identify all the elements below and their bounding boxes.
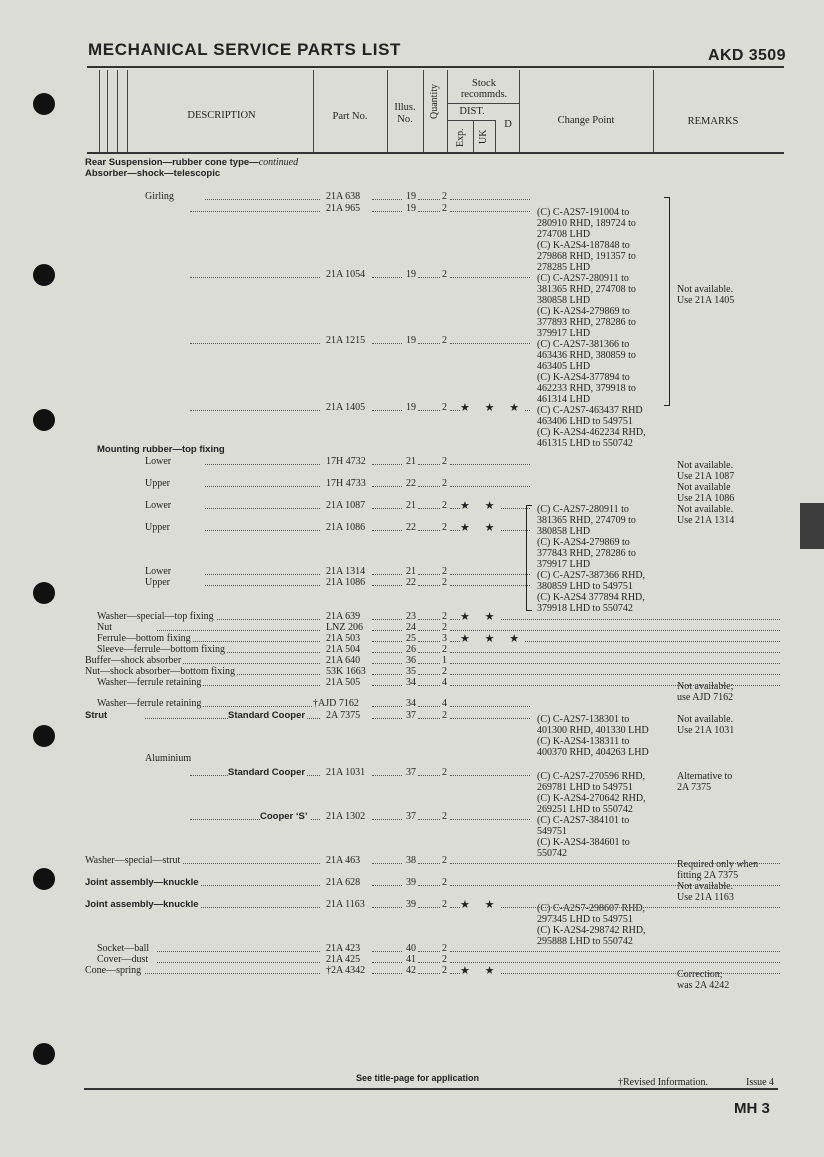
illus-number: 39 [406,899,416,910]
illus-number: 37 [406,710,416,721]
col-remarks: REMARKS [687,116,739,127]
quantity: 2 [442,402,447,413]
table-row [0,335,824,347]
quantity: 2 [442,644,447,655]
part-number: †AJD 7162 [313,698,359,709]
punch-hole [33,725,55,747]
quantity: 2 [442,500,447,511]
illus-number: 19 [406,203,416,214]
part-number: 21A 1302 [326,811,366,822]
quantity: 2 [442,611,447,622]
change-point: (C) C-A2S7-138301 to 401300 RHD, 401330 LHD (C) K-A2S4-138311 to 400370 RHD, 404263 LHD [537,714,649,758]
part-description: Sleeve—ferrule—bottom fixing [97,644,226,655]
continued-label: continued [258,157,299,168]
part-number: 21A 463 [326,855,361,866]
part-description: Upper [145,478,170,489]
part-description: Cover—dust [97,954,149,965]
document-code: AKD 3509 [708,47,786,64]
issue-note: Issue 4 [746,1077,775,1088]
subsection-heading: Absorber—shock—telescopic [85,168,221,179]
stock-stars: ★ ★ ★ [460,633,526,645]
punch-hole [33,1043,55,1065]
quantity: 2 [442,522,447,533]
header-rule [87,66,784,68]
illus-number: 39 [406,877,416,888]
stock-stars: ★ ★ [460,965,501,977]
part-description: Girling [145,191,174,202]
illus-number: 34 [406,698,416,709]
quantity: 4 [442,677,447,688]
illus-number: 24 [406,622,416,633]
quantity: 2 [442,899,447,910]
mounting-heading: Mounting rubber—top fixing [97,444,225,455]
change-point: (C) C-A2S7-381366 to 463436 RHD, 380859 to 463405 LHD (C) K-A2S4-377894 to 462233 RHD, 379918 to 461314 LHD [537,339,636,405]
part-description: Lower [145,500,172,511]
punch-hole [33,93,55,115]
part-number: 21A 504 [326,644,361,655]
part-number: 17H 4732 [326,456,366,467]
part-description: Washer—special—top fixing [97,611,214,622]
stock-stars: ★ ★ ★ [460,402,526,414]
part-description: Upper [145,522,170,533]
part-number: †2A 4342 [326,965,366,976]
illus-number: 41 [406,954,416,965]
illus-number: 25 [406,633,416,644]
table-row [0,203,824,215]
part-description: Upper [145,577,170,588]
part-description: Washer—ferrule retaining [97,698,202,709]
table-row [0,269,824,281]
remark: Alternative to 2A 7375 [677,771,733,793]
stock-stars: ★ ★ [460,522,501,534]
remark: Not available. Use 21A 1405 [677,284,735,306]
illus-number: 19 [406,402,416,413]
table-row [0,577,824,589]
illus-number: 42 [406,965,416,976]
page-title: MECHANICAL SERVICE PARTS LIST [88,40,402,59]
illus-number: 35 [406,666,416,677]
part-number: LNZ 206 [326,622,363,633]
part-number: 53K 1663 [326,666,366,677]
part-number: 21A 1405 [326,402,366,413]
quantity: 2 [442,478,447,489]
page-number: MH 3 [734,1100,770,1117]
illus-number: 38 [406,855,416,866]
illus-number: 21 [406,456,416,467]
part-number: 21A 965 [326,203,361,214]
col-dist: DIST. [459,106,485,117]
illus-number: 22 [406,478,416,489]
remark: Not available Use 21A 1086 [677,482,735,504]
col-quantity: Quantity [429,84,440,119]
part-variant: Standard Cooper [228,767,306,778]
part-description: Lower [145,566,172,577]
stock-stars: ★ ★ [460,500,501,512]
part-number: 21A 423 [326,943,361,954]
quantity: 2 [442,811,447,822]
part-description: Buffer—shock absorber [85,655,182,666]
part-number: 21A 425 [326,954,361,965]
remark: Not available. Use 21A 1031 [677,714,735,736]
quantity: 2 [442,767,447,778]
illus-number: 21 [406,500,416,511]
part-number: 21A 638 [326,191,361,202]
part-description: Washer—ferrule retaining [97,677,202,688]
col-part-no: Part No. [332,111,368,122]
quantity: 2 [442,943,447,954]
part-number: 17H 4733 [326,478,366,489]
illus-number: 19 [406,335,416,346]
part-variant: Cooper ‘S’ [260,811,308,822]
section-title: Rear Suspension—rubber cone type— [85,157,259,168]
part-description: Lower [145,456,172,467]
section-heading [85,157,298,168]
change-point: (C) C-A2S7-191004 to 280910 RHD, 189724 to 274708 LHD (C) K-A2S4-187848 to 279868 RHD, 191357 to 278285 LHD [537,207,636,273]
part-number: 21A 1163 [326,899,365,910]
bracket [664,197,670,406]
quantity: 2 [442,855,447,866]
part-number: 21A 503 [326,633,361,644]
illus-number: 36 [406,655,416,666]
change-point: (C) C-A2S7-270596 RHD, 269781 LHD to 549751 (C) K-A2S4-270642 RHD, 269251 LHD to 550742 [537,771,646,815]
part-description: Joint assembly—knuckle [85,877,199,888]
illus-number: 34 [406,677,416,688]
part-description: Aluminium [145,753,192,764]
col-exp: Exp. [455,128,466,147]
remark: Not available. Use 21A 1163 [677,881,734,903]
stock-stars: ★ ★ [460,899,501,911]
illus-number: 19 [406,191,416,202]
change-point: (C) C-A2S7-387366 RHD, 380859 LHD to 549751 (C) K-A2S4 377894 RHD, 379918 LHD to 550742 [537,570,646,614]
part-number: 21A 505 [326,677,361,688]
quantity: 4 [442,698,447,709]
quantity: 2 [442,710,447,721]
table-row [0,402,824,414]
illus-number: 21 [406,566,416,577]
part-description: Socket—ball [97,943,150,954]
remark: Required only when fitting 2A 7375 [677,859,759,881]
application-note: See title-page for application [356,1073,480,1083]
part-number: 21A 1314 [326,566,366,577]
part-description: Nut [97,622,112,633]
remark: Not available; use AJD 7162 [677,681,734,703]
part-number: 21A 1086 [326,577,366,588]
part-description: Strut [85,710,108,721]
table-row [0,753,824,765]
part-description: Washer—special—strut [85,855,181,866]
col-stock: Stock recommds. [460,78,508,100]
part-description: Nut—shock absorber—bottom fixing [85,666,235,677]
quantity: 2 [442,566,447,577]
footer-rule [84,1088,778,1090]
col-change-point: Change Point [557,115,615,126]
change-point: (C) C-A2S7-384101 to 549751 (C) K-A2S4-384601 to 550742 [537,815,630,859]
remark: Not available. Use 21A 1314 [677,504,735,526]
quantity: 2 [442,269,447,280]
illus-number: 40 [406,943,416,954]
remark: Not available. Use 21A 1087 [677,460,735,482]
quantity: 2 [442,666,447,677]
col-d: D [504,119,512,130]
quantity: 2 [442,622,447,633]
col-description: DESCRIPTION [187,110,256,121]
part-description: Cone—spring [85,965,142,976]
part-number: 21A 1031 [326,767,366,778]
quantity: 2 [442,456,447,467]
change-point: (C) C-A2S7-463437 RHD 463406 LHD to 549751 (C) K-A2S4-462234 RHD, 461315 LHD to 550742 [537,405,646,449]
quantity: 2 [442,335,447,346]
table-row [0,811,824,823]
change-point: (C) C-A2S7-298607 RHD, 297345 LHD to 549751 (C) K-A2S4-298742 RHD, 295888 LHD to 550742 [537,903,646,947]
quantity: 2 [442,965,447,976]
col-uk: UK [478,129,489,144]
stock-stars: ★ ★ [460,611,501,623]
illus-number: 26 [406,644,416,655]
quantity: 2 [442,877,447,888]
illus-number: 22 [406,577,416,588]
part-number: 21A 640 [326,655,361,666]
illus-number: 23 [406,611,416,622]
part-variant: Standard Cooper [228,710,306,721]
part-number: 2A 7375 [326,710,361,721]
part-number: 21A 639 [326,611,361,622]
illus-number: 22 [406,522,416,533]
change-point: (C) C-A2S7-280911 to 381365 RHD, 274708 to 380858 LHD (C) K-A2S4-279869 to 377893 RHD, 278286 to 379917 LHD [537,273,636,339]
part-number: 21A 1215 [326,335,366,346]
illus-number: 37 [406,811,416,822]
part-description: Ferrule—bottom fixing [97,633,191,644]
part-number: 21A 1086 [326,522,366,533]
bracket [526,505,532,611]
quantity: 3 [442,633,447,644]
illus-number: 37 [406,767,416,778]
remark: Correction; was 2A 4242 [677,969,730,991]
quantity: 1 [442,655,447,666]
quantity: 2 [442,191,447,202]
quantity: 2 [442,577,447,588]
illus-number: 19 [406,269,416,280]
quantity: 2 [442,203,447,214]
col-illus-no: Illus. No. [394,102,416,125]
quantity: 2 [442,954,447,965]
part-description: Joint assembly—knuckle [85,899,199,910]
part-number: 21A 1087 [326,500,366,511]
change-point: (C) C-A2S7-280911 to 381365 RHD, 274709 to 380858 LHD (C) K-A2S4-279869 to 377843 RHD, 278286 to 379917 LHD [537,504,636,570]
part-number: 21A 628 [326,877,361,888]
table-row [0,191,824,203]
part-number: 21A 1054 [326,269,366,280]
revised-note: †Revised Information. [618,1077,708,1088]
